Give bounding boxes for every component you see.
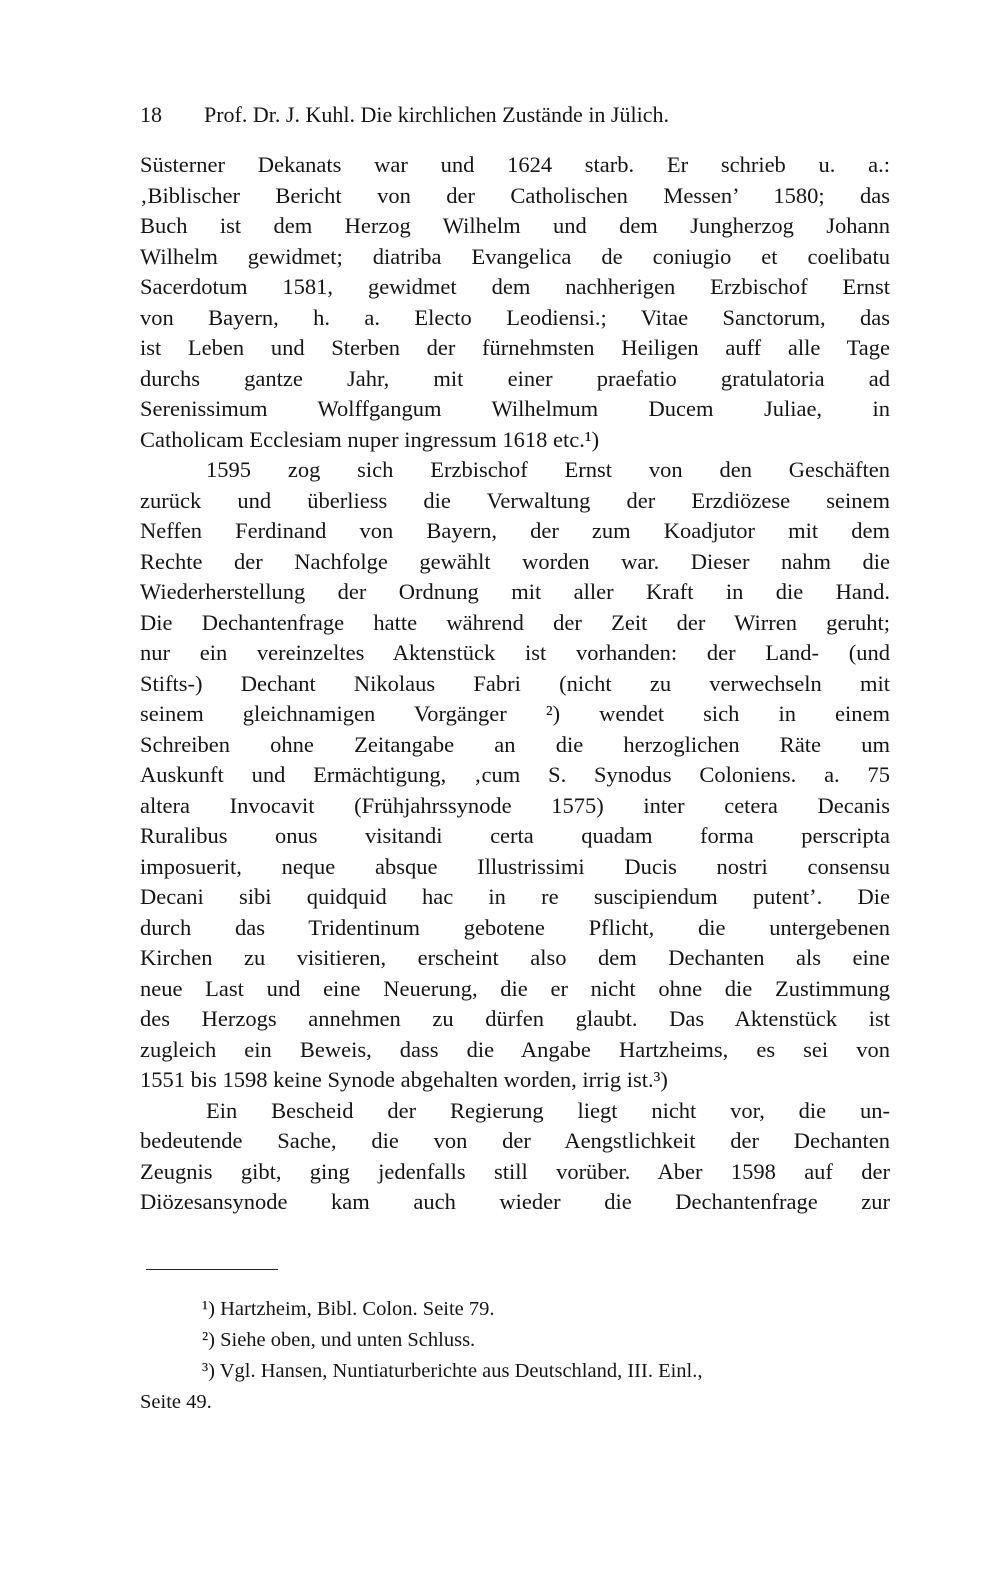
footnote-2: ²) Siehe oben, und unten Schluss.: [202, 1329, 476, 1351]
running-header: [140, 100, 900, 130]
text-line: Wilhelm gewidmet; diatriba Evangelica de coniugio et coelibatu: [140, 243, 890, 269]
text-line: von Bayern, h. a. Electo Leodiensi.; Vitae Sanctorum, das: [140, 304, 890, 330]
text-line: Ein Bescheid der Regierung liegt nicht vor, die un-: [206, 1097, 890, 1123]
text-line: zugleich ein Beweis, dass die Angabe Hartzheims, es sei von: [140, 1036, 890, 1062]
running-title: Prof. Dr. J. Kuhl. Die kirchlichen Zustände in Jülich.: [204, 102, 669, 127]
text-line: Sacerdotum 1581, gewidmet dem nachherigen Erzbischof Ernst: [140, 274, 890, 299]
text-line: Serenissimum Wolffgangum Wilhelmum Ducem Juliae, in: [140, 396, 890, 421]
text-line: Zeugnis gibt, ging jedenfalls still vorüber. Aber 1598 auf der: [140, 1158, 890, 1184]
text-line: ist Leben und Sterben der fürnehmsten Heiligen auff alle Tage: [140, 335, 890, 360]
text-line: Decani sibi quidquid hac in re suscipiendum putent’. Die: [140, 884, 890, 909]
text-line: Catholicam Ecclesiam nuper ingressum 1618 etc.¹): [140, 426, 600, 452]
text-line: 1595 zog sich Erzbischof Ernst von den Geschäften: [206, 457, 890, 482]
text-line: bedeutende Sache, die von der Aengstlichkeit der Dechanten: [140, 1128, 890, 1153]
text-line: Buch ist dem Herzog Wilhelm und dem Jungherzog Johann: [140, 213, 890, 238]
footnote-3-continuation: Seite 49.: [140, 1391, 212, 1413]
text-line: Wiederherstellung der Ordnung mit aller Kraft in die Hand.: [140, 579, 890, 604]
text-line: Die Dechantenfrage hatte während der Zeit der Wirren geruht;: [140, 609, 890, 635]
text-line: Süsterner Dekanats war und 1624 starb. Er schrieb u. a.:: [140, 152, 890, 177]
footnote-3: ³) Vgl. Hansen, Nuntiaturberichte aus Deutschland, III. Einl.,: [202, 1360, 703, 1382]
text-line: seinem gleichnamigen Vorgänger ²) wendet sich in einem: [140, 701, 890, 726]
main-text: [140, 150, 890, 1218]
footnotes: [140, 1294, 900, 1418]
text-line: zurück und überliess die Verwaltung der Erzdiözese seinem: [140, 487, 890, 513]
text-line: Kirchen zu visitieren, erscheint also dem Dechanten als eine: [140, 945, 890, 970]
text-line: Diözesansynode kam auch wieder die Dechantenfrage zur: [140, 1189, 890, 1214]
text-line: nur ein vereinzeltes Aktenstück ist vorhanden: der Land- (und: [140, 640, 890, 665]
page-number: 18: [140, 102, 162, 127]
text-line: Neffen Ferdinand von Bayern, der zum Koadjutor mit dem: [140, 518, 890, 543]
text-line: neue Last und eine Neuerung, die er nicht ohne die Zustimmung: [140, 975, 890, 1001]
text-line: des Herzogs annehmen zu dürfen glaubt. Das Aktenstück ist: [140, 1006, 890, 1031]
footnote-divider: [146, 1269, 278, 1270]
text-line: 1551 bis 1598 keine Synode abgehalten worden, irrig ist.³): [140, 1067, 668, 1092]
text-line: Auskunft und Ermächtigung, ‚cum S. Synodus Coloniens. a. 75: [140, 762, 890, 787]
text-line: Schreiben ohne Zeitangabe an die herzoglichen Räte um: [140, 731, 890, 757]
text-line: altera Invocavit (Frühjahrssynode 1575) inter cetera Decanis: [140, 792, 890, 818]
text-line: Rechte der Nachfolge gewählt worden war. Dieser nahm die: [140, 548, 890, 574]
footnote-1: ¹) Hartzheim, Bibl. Colon. Seite 79.: [202, 1298, 495, 1320]
text-line: durchs gantze Jahr, mit einer praefatio gratulatoria ad: [140, 365, 890, 391]
text-line: durch das Tridentinum gebotene Pflicht, die untergebenen: [140, 914, 890, 940]
text-line: imposuerit, neque absque Illustrissimi Ducis nostri consensu: [140, 853, 890, 879]
text-line: Ruralibus onus visitandi certa quadam forma perscripta: [140, 823, 890, 848]
text-line: ‚Biblischer Bericht von der Catholischen Messen’ 1580; das: [140, 182, 890, 208]
text-line: Stifts-) Dechant Nikolaus Fabri (nicht zu verwechseln mit: [140, 670, 890, 696]
